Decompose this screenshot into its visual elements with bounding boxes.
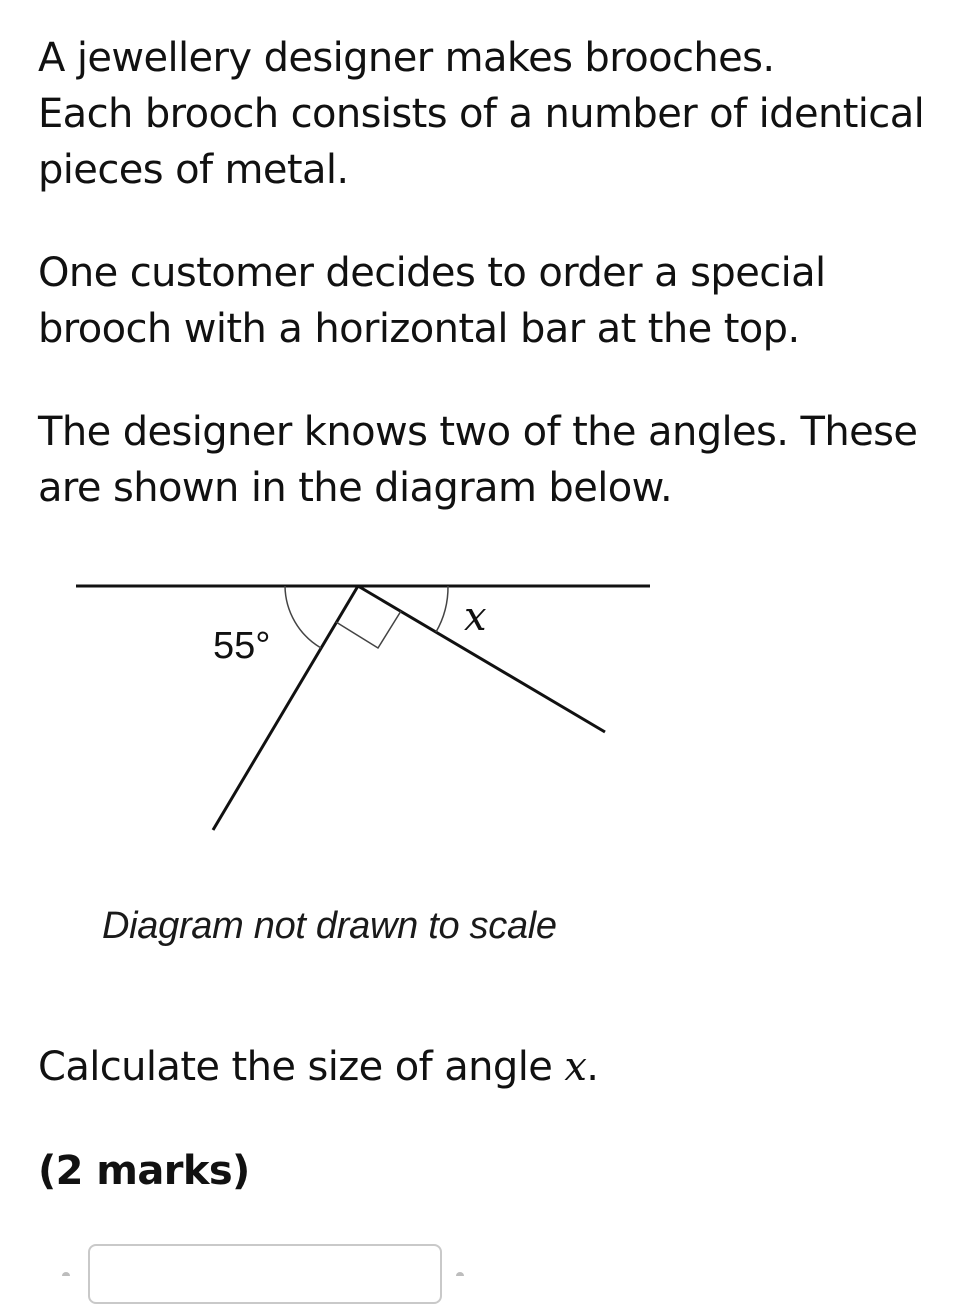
paragraph-3 — [38, 404, 938, 516]
answer-input[interactable] — [88, 1244, 442, 1304]
angle-arc-x — [436, 586, 448, 632]
prompt-variable: x — [564, 1044, 587, 1090]
angle-arc-55 — [285, 586, 321, 648]
marks-label: (2 marks) — [38, 1148, 250, 1194]
right-angle-marker — [336, 611, 401, 648]
angle-label-55: 55° — [213, 625, 271, 667]
diagram-caption: Diagram not drawn to scale — [102, 905, 557, 947]
text-line: Each brooch consists of a number of identical — [38, 91, 925, 137]
question-prompt — [38, 1044, 598, 1090]
prompt-end: . — [586, 1044, 599, 1090]
text-line: The designer knows two of the angles. These — [38, 409, 918, 455]
decorative-dot — [62, 1272, 70, 1276]
text-line: brooch with a horizontal bar at the top. — [38, 306, 800, 352]
paragraph-2 — [38, 245, 938, 357]
text-line: are shown in the diagram below. — [38, 465, 673, 511]
text-line: A jewellery designer makes brooches. — [38, 35, 775, 81]
decorative-dot — [456, 1272, 464, 1276]
question-text — [38, 30, 938, 563]
angle-label-x: x — [464, 594, 487, 640]
text-line: One customer decides to order a special — [38, 250, 826, 296]
paragraph-1 — [38, 30, 938, 198]
text-line: pieces of metal. — [38, 147, 349, 193]
angle-diagram — [0, 560, 960, 860]
prompt-text: Calculate the size of angle — [38, 1044, 565, 1090]
